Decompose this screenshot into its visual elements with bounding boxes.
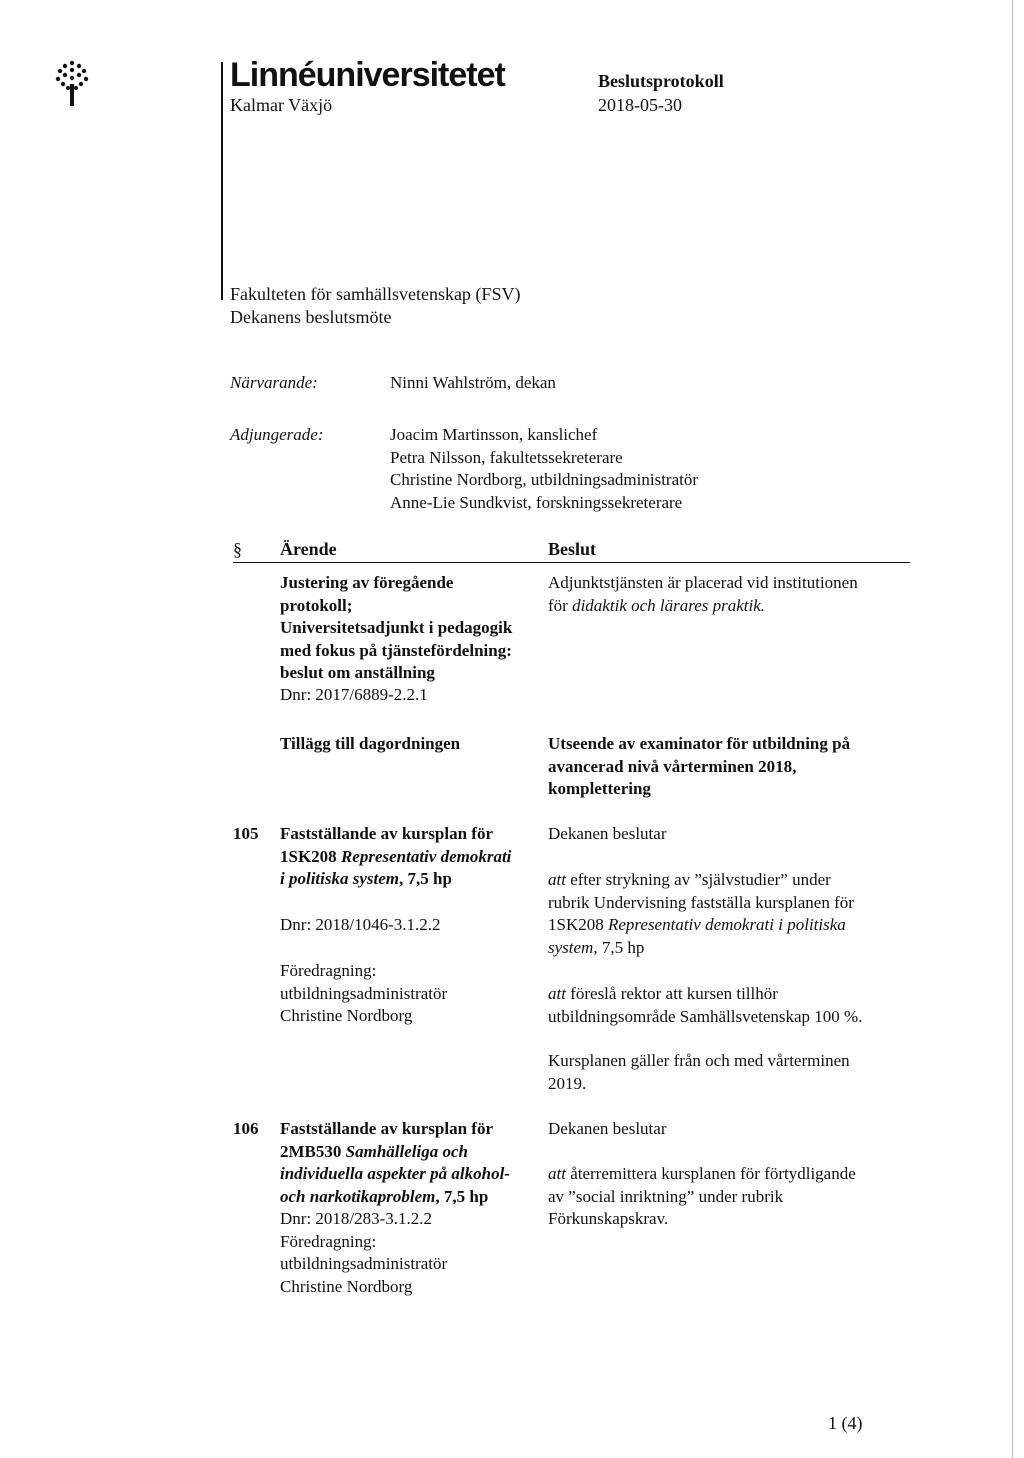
campus-names: Kalmar Växjö (230, 95, 333, 115)
page-number: 1 (4) (828, 1413, 863, 1433)
item-106-matter: Fastställande av kursplan för 2MB530 Samhälleliga och individuella aspekter på alkohol- och narkotikaproblem, 7,5 hp (280, 1119, 510, 1206)
page-edge-line (1012, 0, 1013, 1458)
coopted-label: Adjungerade: (230, 425, 324, 444)
header-divider (221, 62, 223, 300)
tree-logo-icon (52, 60, 92, 108)
table-header-rule (233, 562, 910, 563)
coopted-person: Joacim Martinsson, kanslichef (390, 425, 598, 444)
present-list (390, 372, 556, 395)
tillagg-matter: Tillägg till dagordningen (280, 734, 461, 753)
justering-dnr: Dnr: 2017/6889-2.2.1 (280, 685, 428, 704)
matter-line: med fokus på tjänstefördelning: (280, 640, 512, 660)
university-name: Linnéuniversitetet (230, 56, 505, 94)
coopted-person: Christine Nordborg, utbildningsadministratör (390, 470, 699, 489)
item-number: 105 (233, 824, 259, 843)
tillagg-decision (548, 733, 850, 801)
present-label: Närvarande: (230, 373, 318, 392)
item-105-decision-intro: Dekanen beslutar (548, 824, 667, 843)
item-105-validity: Kursplanen gäller från och med vårterminen 2019. (548, 1051, 850, 1093)
item-106-decision-intro: Dekanen beslutar (548, 1119, 667, 1138)
item-105-decision-att2: att föreslå rektor att kursen tillhör utbildningsområde Samhällsvetenskap 100 %. (548, 984, 863, 1026)
decision-line: för didaktik och lärares praktik. (548, 595, 766, 615)
item-106-decision-att: att återremittera kursplanen för förtydligande av ”social inriktning” under rubrik Förkunskapskrav. (548, 1164, 856, 1228)
matter-line: beslut om anställning (280, 663, 435, 682)
decision-line: avancerad nivå vårterminen 2018, (548, 756, 797, 776)
item-105-presenter: Föredragning: utbildningsadministratör Christine Nordborg (280, 961, 448, 1025)
item-106-dnr-presenter: Dnr: 2018/283-3.1.2.2 Föredragning: utbildningsadministratör Christine Nordborg (280, 1209, 448, 1296)
decision-line: komplettering (548, 779, 651, 798)
item-number: 106 (233, 1119, 259, 1138)
item-105-decision-att1: att efter strykning av ”självstudier” under rubrik Undervisning fastställa kursplanen för 1SK208 Representativ demokrati i politiska system, 7,5 hp (548, 870, 854, 957)
item-105-dnr: Dnr: 2018/1046-3.1.2.2 (280, 915, 441, 934)
document-date: 2018-05-30 (598, 95, 682, 115)
document-type: Beslutsprotokoll (598, 71, 724, 91)
present-person: Ninni Wahlström, dekan (390, 373, 556, 392)
coopted-person: Anne-Lie Sundkvist, forskningssekreterare (390, 492, 683, 512)
matter-line: protokoll; (280, 595, 353, 615)
item-105-matter: Fastställande av kursplan för 1SK208 Representativ demokrati i politiska system, 7,5 hp (280, 824, 512, 888)
matter-line: Justering av föregående (280, 573, 454, 592)
meeting-name: Dekanens beslutsmöte (230, 307, 392, 327)
justering-matter (280, 572, 512, 685)
decision-column-header: Beslut (548, 539, 597, 559)
matter-column-header: Ärende (280, 539, 337, 559)
faculty-name: Fakulteten för samhällsvetenskap (FSV) (230, 284, 521, 304)
decision-line: Adjunktstjänsten är placerad vid institutionen (548, 573, 858, 592)
coopted-person: Petra Nilsson, fakultetssekreterare (390, 447, 623, 467)
justering-decision (548, 572, 858, 617)
matter-line: Universitetsadjunkt i pedagogik (280, 618, 513, 637)
decision-line: Utseende av examinator för utbildning på (548, 734, 851, 753)
section-symbol: § (233, 539, 242, 559)
coopted-list (390, 424, 698, 514)
